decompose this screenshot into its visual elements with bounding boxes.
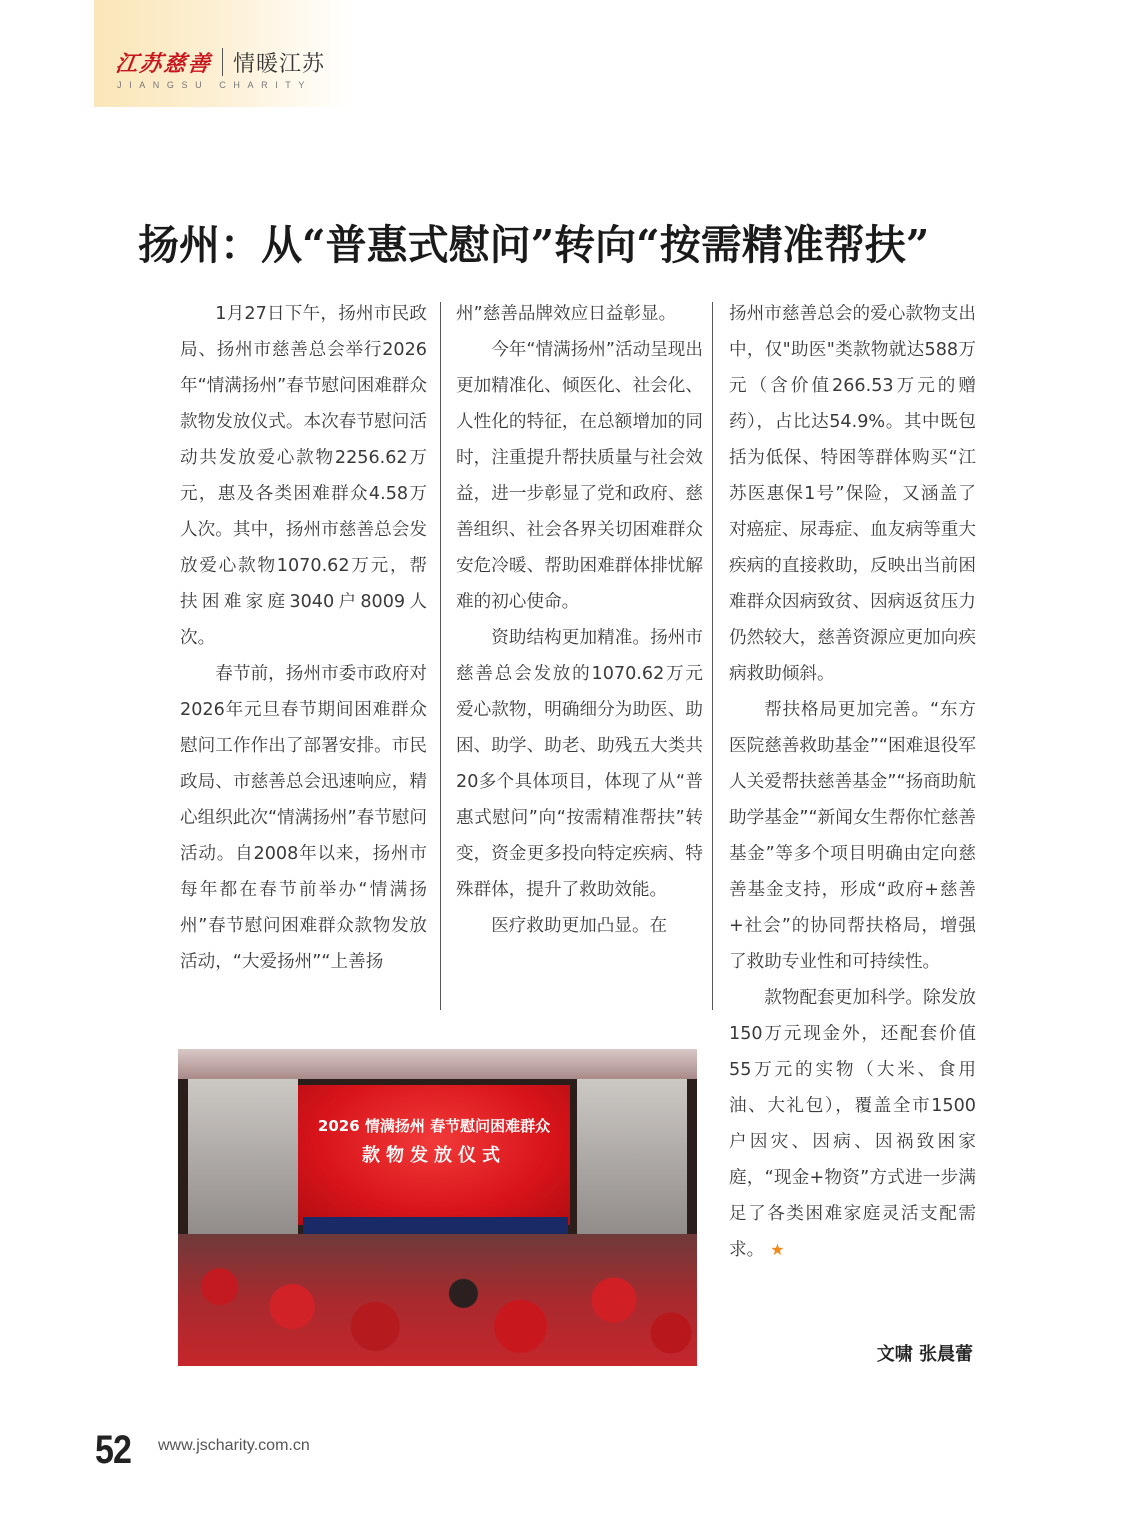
paragraph: 1月27日下午，扬州市民政局、扬州市慈善总会举行2026年“情满扬州”春节慰问困难群众款物发放仪式。本次春节慰问活动共发放爱心款物2256.62万元，惠及各类困难群众4.58万人次。其中，扬州市慈善总会发放爱心款物1070.62万元，帮扶困难家庭3040户8009人次。 <box>180 304 427 648</box>
article-title: 扬州：从“普惠式慰问”转向“按需精准帮扶” <box>138 221 930 270</box>
article-column-3 <box>729 296 976 1268</box>
logo-calligraphy: 江苏慈善 <box>113 50 214 77</box>
paragraph: 帮扶格局更加完善。“东方医院慈善救助基金”“困难退役军人关爱帮扶慈善基金”“扬商助航助学基金”“新闻女生帮你忙慈善基金”等多个项目明确由定向慈善基金支持，形成“政府+慈善+社会”的协同帮扶格局，增强了救助专业性和可持续性。 <box>729 700 976 972</box>
paragraph: 资助结构更加精准。扬州市慈善总会发放的1070.62万元爱心款物，明确细分为助医、助困、助学、助老、助残五大类共20多个具体项目，体现了从“普惠式慰问”向“按需精准帮扶”转变，资金更多投向特定疾病、特殊群体，提升了救助效能。 <box>456 628 703 900</box>
paragraph: 今年“情满扬州”活动呈现出更加精准化、倾医化、社会化、人性化的特征，在总额增加的同时，注重提升帮扶质量与社会效益，进一步彰显了党和政府、慈善组织、社会各界关切困难群众安危冷暖、帮助困难群体排忧解难的初心使命。 <box>456 340 703 612</box>
paragraph-text: 款物配套更加科学。除发放150万元现金外，还配套价值55万元的实物（大米、食用油、大礼包），覆盖全市1500户因灾、因病、因祸致困家庭，“现金+物资”方式进一步满足了各类困难家庭灵活支配需求。 <box>729 988 976 1260</box>
magazine-logo <box>113 44 326 80</box>
paragraph-final <box>729 980 976 1268</box>
stage-banner <box>298 1085 570 1225</box>
section-slogan: 情暖江苏 <box>233 51 326 77</box>
author-byline: 文啸 张晨蕾 <box>876 1344 973 1365</box>
banner-title: 2026 情满扬州 春节慰问困难群众 <box>317 1117 551 1135</box>
paragraph: 春节前，扬州市委市政府对2026年元旦春节期间困难群众慰问工作作出了部署安排。市民政局、市慈善总会迅速响应，精心组织此次“情满扬州”春节慰问活动。自2008年以来，扬州市每年都在春节前举办“情满扬州”春节慰问困难群众款物发放活动，“大爱扬州”“上善扬 <box>180 664 427 972</box>
logo-english: JIANGSU CHARITY <box>117 80 313 90</box>
website-url: www.jscharity.com.cn <box>158 1437 310 1454</box>
star-icon: ★ <box>770 1240 785 1259</box>
column-divider <box>712 302 713 1010</box>
photo-ceiling <box>178 1049 697 1079</box>
paragraph: 州”慈善品牌效应日益彰显。 <box>456 304 677 324</box>
photo-wall-panel <box>577 1079 687 1239</box>
audience-crowd <box>178 1234 697 1366</box>
column-divider <box>440 302 441 1010</box>
event-photo <box>178 1049 697 1366</box>
photo-wall-panel <box>188 1079 298 1239</box>
article-column-1 <box>180 296 427 980</box>
paragraph: 扬州市慈善总会的爱心款物支出中，仅"助医"类款物就达588万元（含价值266.53万元的赠药），占比达54.9%。其中既包括为低保、特困等群体购买“江苏医惠保1号”保险，又涵盖了对癌症、尿毒症、血友病等重大疾病的直接救助，反映出当前困难群众因病致贫、因病返贫压力仍然较大，慈善资源应更加向疾病救助倾斜。 <box>729 304 976 684</box>
page-number: 52 <box>95 1428 132 1472</box>
logo-divider <box>222 48 223 76</box>
paragraph: 医疗救助更加凸显。在 <box>491 916 668 936</box>
banner-subtitle: 款物发放仪式 <box>362 1145 506 1166</box>
article-column-2 <box>456 296 703 944</box>
